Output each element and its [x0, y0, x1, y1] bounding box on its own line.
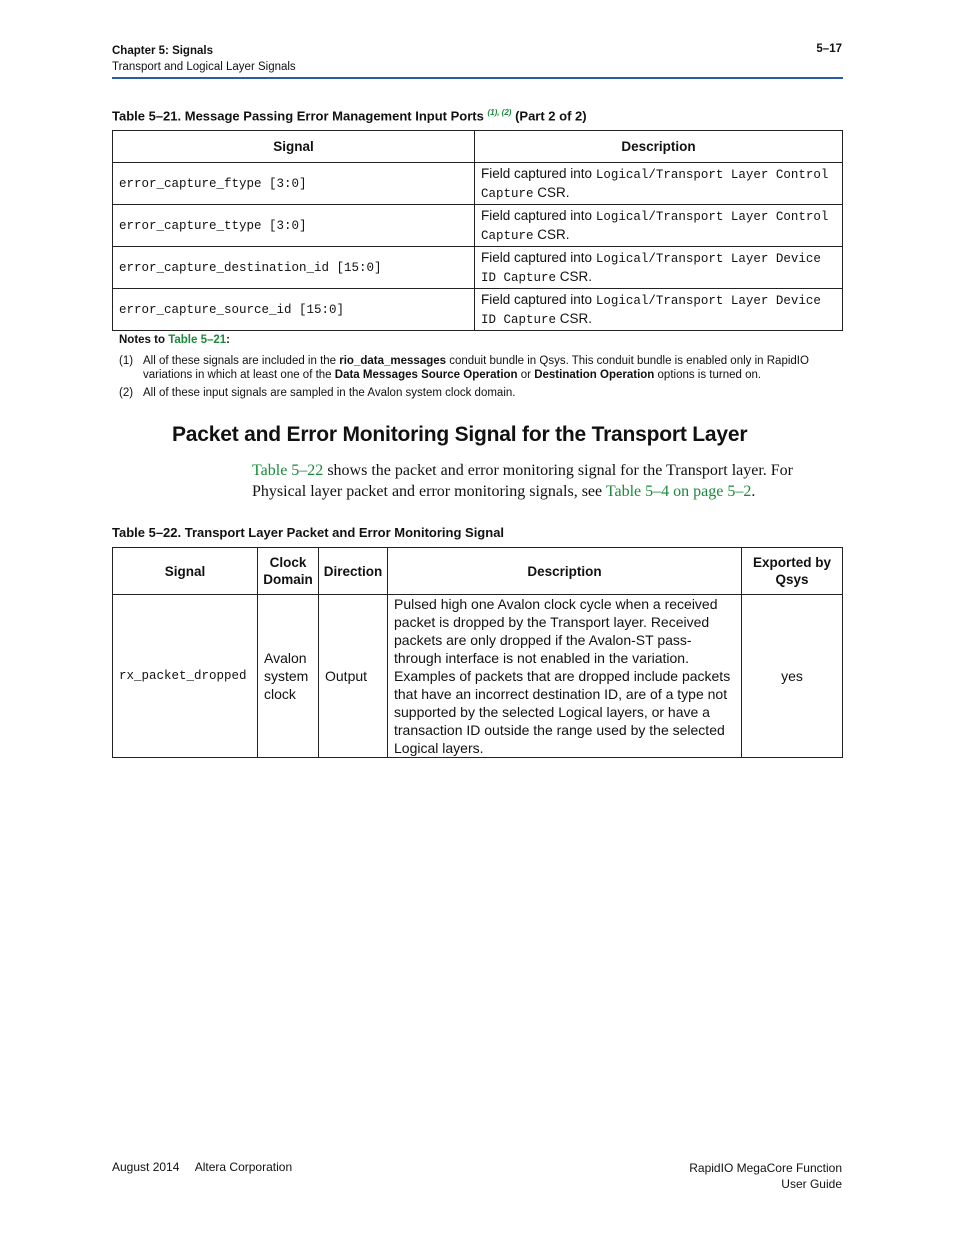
- signal-name: rx_packet_dropped: [113, 595, 258, 758]
- signal-description: Field captured into Logical/Transport Layer Control Capture CSR.: [475, 163, 843, 205]
- footer-doc-subtitle: User Guide: [781, 1177, 842, 1191]
- table22: [112, 547, 843, 758]
- table-row: [113, 163, 843, 205]
- section-heading: Packet and Error Monitoring Signal for the Transport Layer: [172, 423, 748, 446]
- footer-date: August 2014: [112, 1160, 180, 1174]
- signal-description: Pulsed high one Avalon clock cycle when a received packet is dropped by the Transport layer. Received packets are only dropped if the Avalon-ST pass-through interface is not enabled in the variation. Examples of packets that are dropped include packets that have an incorrect destination ID, are of a type not supported by the selected Logical layers, or have a transaction ID outside the range used by the selected Logical layers.: [388, 595, 742, 758]
- table22-caption: Table 5–22. Transport Layer Packet and Error Monitoring Signal: [112, 525, 505, 540]
- table22-header-clock: Clock Domain: [258, 548, 319, 595]
- table21-notes: [112, 333, 843, 400]
- table21-note-refs[interactable]: (1), (2): [487, 108, 512, 117]
- table21-header-description: Description: [475, 131, 843, 163]
- page-footer-right: [689, 1160, 842, 1192]
- signal-description: Field captured into Logical/Transport Layer Device ID Capture CSR.: [475, 289, 843, 331]
- signal-name: error_capture_destination_id [15:0]: [113, 247, 475, 289]
- table-row: [113, 247, 843, 289]
- table-row: [113, 289, 843, 331]
- table-row: [113, 205, 843, 247]
- note-2: (2) All of these input signals are sampled in the Avalon system clock domain.: [119, 387, 516, 399]
- clock-domain: Avalon system clock: [258, 595, 319, 758]
- table22-header-exported: Exported by Qsys: [742, 548, 843, 595]
- footer-doc-title: RapidIO MegaCore Function: [689, 1161, 842, 1175]
- signal-name: error_capture_source_id [15:0]: [113, 289, 475, 331]
- page-number: 5–17: [816, 43, 842, 55]
- section-title: Transport and Logical Layer Signals: [112, 61, 296, 73]
- chapter-title: Chapter 5: Signals: [112, 45, 213, 57]
- signal-description: Field captured into Logical/Transport Layer Control Capture CSR.: [475, 205, 843, 247]
- signal-name: error_capture_ttype [3:0]: [113, 205, 475, 247]
- direction: Output: [319, 595, 388, 758]
- table22-link[interactable]: Table 5–22: [252, 462, 324, 479]
- notes-title: Notes to Table 5–21:: [119, 334, 231, 346]
- page-header: [112, 43, 296, 75]
- table21-caption: Table 5–21. Message Passing Error Management Input Ports $^{(1), (2)}$ (Part 2 of 2): [112, 108, 587, 124]
- table22-header-description: Description: [388, 548, 742, 595]
- section-paragraph: Table 5–22 shows the packet and error monitoring signal for the Transport layer. For Physical layer packet and error monitoring signals, see Table 5–4 on page 5–2.: [252, 462, 794, 500]
- table5-4-link[interactable]: Table 5–4 on page 5–2: [605, 483, 752, 500]
- notes-table-link[interactable]: Table 5–21: [168, 334, 227, 346]
- table22-header-signal: Signal: [113, 548, 258, 595]
- note-1: (1) All of these signals are included in the rio_data_messages conduit bundle in Qsys. This conduit bundle is enabled only in RapidIO variations in which at least one of the Data Messages Source Operation or Destination Operation options is turned on.: [119, 355, 809, 381]
- header-rule: [112, 77, 843, 79]
- exported-by-qsys: yes: [742, 595, 843, 758]
- signal-description: Field captured into Logical/Transport Layer Device ID Capture CSR.: [475, 247, 843, 289]
- page-footer-left: [112, 1160, 292, 1174]
- table-row: [113, 595, 843, 758]
- table21-header-signal: Signal: [113, 131, 475, 163]
- table21: [112, 130, 843, 331]
- table22-header-direction: Direction: [319, 548, 388, 595]
- signal-name: error_capture_ftype [3:0]: [113, 163, 475, 205]
- footer-company: Altera Corporation: [194, 1160, 293, 1174]
